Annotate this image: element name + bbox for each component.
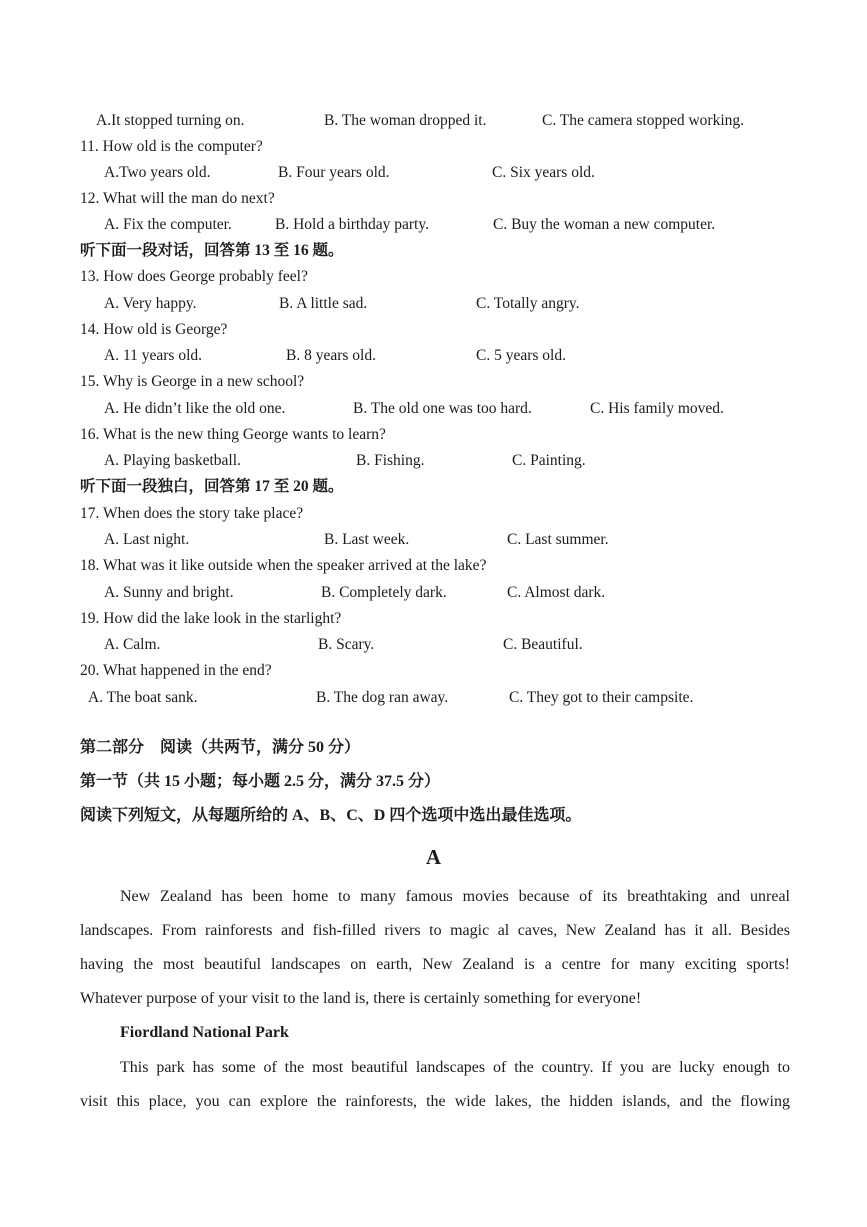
q17-option-b: B. Last week. <box>324 531 410 548</box>
q15-option-c: C. His family moved. <box>590 400 724 417</box>
q18-option-a: A. Sunny and bright. <box>104 584 234 601</box>
q10-option-c: C. The camera stopped working. <box>542 112 745 129</box>
q11-option-c: C. Six years old. <box>492 164 595 181</box>
q16-option-c: C. Painting. <box>512 452 586 469</box>
q12-option-b: B. Hold a birthday party. <box>275 216 429 233</box>
q18-option-b: B. Completely dark. <box>321 584 447 601</box>
q19-option-a: A. Calm. <box>104 636 161 653</box>
passage-letter: A <box>425 845 442 869</box>
q13-option-a: A. Very happy. <box>104 295 197 312</box>
q13-stem: 13. How does George probably feel? <box>80 268 308 285</box>
q15-option-b: B. The old one was too hard. <box>353 400 532 417</box>
q17-stem: 17. When does the story take place? <box>80 505 304 522</box>
q18-stem: 18. What was it like outside when the speaker arrived at the lake? <box>80 557 487 574</box>
q13-option-c: C. Totally angry. <box>476 295 580 312</box>
q14-option-c: C. 5 years old. <box>476 347 566 364</box>
q20-stem: 20. What happened in the end? <box>80 662 272 679</box>
q15-stem: 15. Why is George in a new school? <box>80 373 305 390</box>
q19-option-b: B. Scary. <box>318 636 375 653</box>
q10-option-a: A.It stopped turning on. <box>96 112 245 129</box>
q18-option-c: C. Almost dark. <box>507 584 606 601</box>
q10-option-b: B. The woman dropped it. <box>324 112 487 129</box>
instruction-13-16: 听下面一段对话，回答第 13 至 16 题。 <box>80 242 344 259</box>
passage-line: This park has some of the most beautiful landscapes of the country. If you are lucky enough to <box>120 1059 790 1076</box>
q20-option-c: C. They got to their campsite. <box>509 689 694 706</box>
q16-option-b: B. Fishing. <box>356 452 425 469</box>
q12-option-c: C. Buy the woman a new computer. <box>493 216 716 233</box>
q14-option-b: B. 8 years old. <box>286 347 376 364</box>
passage-line: landscapes. From rainforests and fish-filled rivers to magic al caves, New Zealand has it all. Besides <box>80 922 790 939</box>
passage-line: having the most beautiful landscapes on earth, New Zealand is a centre for many exciting sports! <box>80 956 790 973</box>
q13-option-b: B. A little sad. <box>279 295 368 312</box>
q20-option-a: A. The boat sank. <box>88 689 198 706</box>
reading-instruction: 阅读下列短文，从每题所给的 A、B、C、D 四个选项中选出最佳选项。 <box>80 807 582 824</box>
q14-option-a: A. 11 years old. <box>104 347 203 364</box>
q11-option-a: A.Two years old. <box>104 164 211 181</box>
q14-stem: 14. How old is George? <box>80 321 228 338</box>
q12-stem: 12. What will the man do next? <box>80 190 275 207</box>
part2-title: 第二部分 阅读（共两节，满分 50 分） <box>80 739 361 756</box>
q17-option-a: A. Last night. <box>104 531 190 548</box>
q16-option-a: A. Playing basketball. <box>104 452 241 469</box>
q11-stem: 11. How old is the computer? <box>80 138 263 155</box>
q20-option-b: B. The dog ran away. <box>316 689 449 706</box>
passage-line: New Zealand has been home to many famous movies because of its breathtaking and unreal <box>120 888 790 905</box>
passage-line: Whatever purpose of your visit to the land is, there is certainly something for everyone! <box>80 990 642 1007</box>
q15-option-a: A. He didn’t like the old one. <box>104 400 286 417</box>
section1-title: 第一节（共 15 小题；每小题 2.5 分，满分 37.5 分） <box>80 773 441 790</box>
q17-option-c: C. Last summer. <box>507 531 609 548</box>
q16-stem: 16. What is the new thing George wants to learn? <box>80 426 386 443</box>
q12-option-a: A. Fix the computer. <box>104 216 232 233</box>
q19-option-c: C. Beautiful. <box>503 636 583 653</box>
q11-option-b: B. Four years old. <box>278 164 390 181</box>
instruction-17-20: 听下面一段独白，回答第 17 至 20 题。 <box>80 478 344 495</box>
q19-stem: 19. How did the lake look in the starlight? <box>80 610 342 627</box>
subheading-fiordland: Fiordland National Park <box>120 1024 289 1041</box>
passage-line: visit this place, you can explore the rainforests, the wide lakes, the hidden islands, and the flowing <box>80 1093 790 1110</box>
